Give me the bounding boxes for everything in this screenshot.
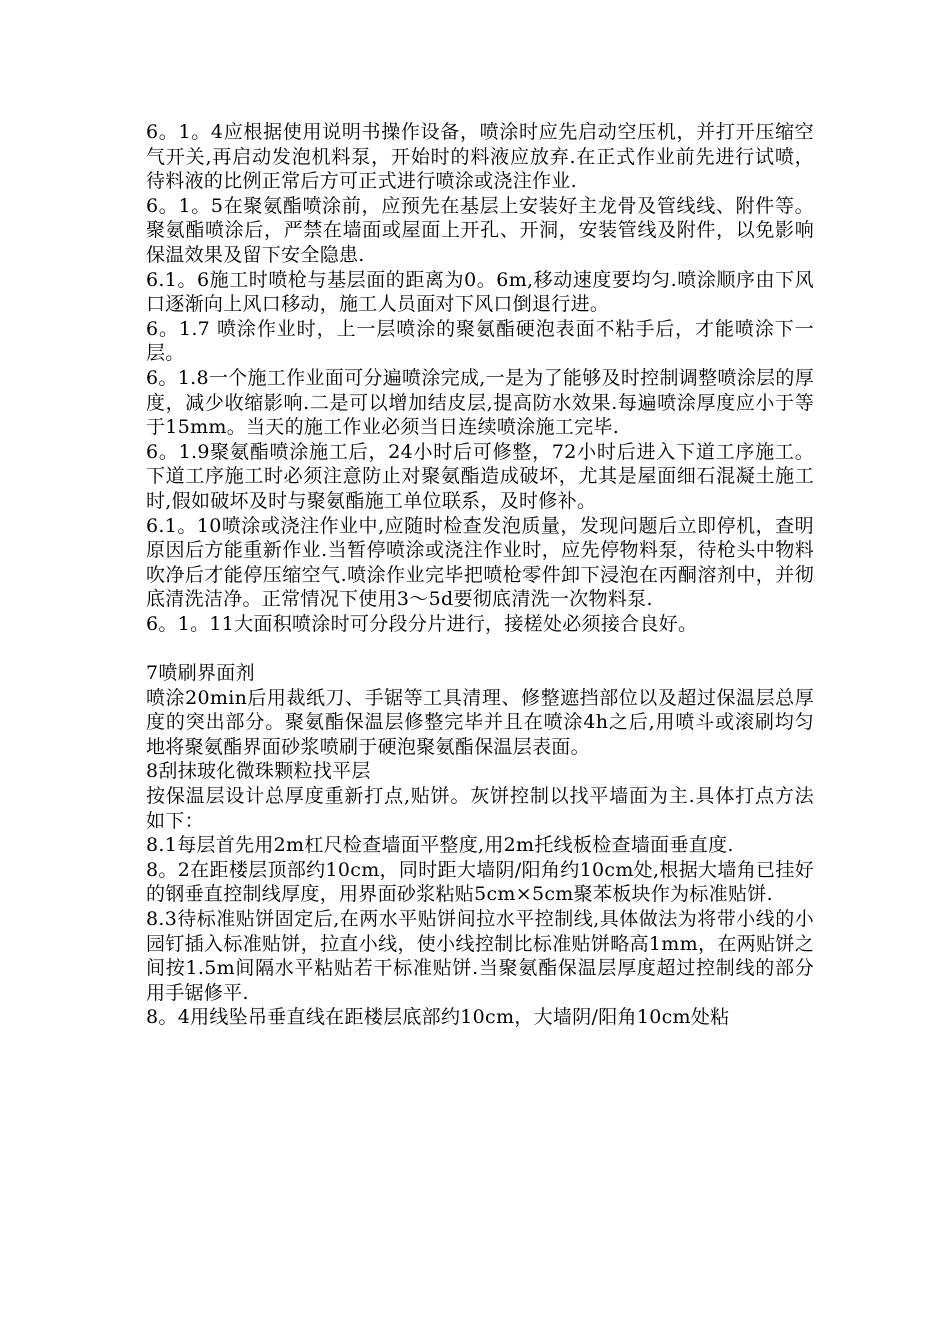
- paragraph-6-1-6: 6.1。6施工时喷枪与基层面的距离为0。6m,移动速度要均匀.喷涂顺序由下风口逐渐向上风口移动，施工人员面对下风口倒退行进。: [146, 268, 814, 316]
- paragraph-8-intro: 按保温层设计总厚度重新打点,贴饼。灰饼控制以找平墙面为主.具体打点方法如下：: [146, 785, 814, 832]
- paragraph-6-1-4: 6。1。4应根据使用说明书操作设备，喷涂时应先启动空压机，并打开压缩空气开关,再启动发泡机料泵，开始时的料液应放弃.在正式作业前先进行试喷，待料液的比例正常后方可正式进行喷涂或浇注作业.: [146, 121, 814, 193]
- paragraph-8-3: 8.3待标准贴饼固定后,在两水平贴饼间拉水平控制线,具体做法为将带小线的小园钉插入标准贴饼，拉直小线，使小线控制比标准贴饼略高1mm，在两贴饼之间按1.5m间隔水平粘贴若干标准贴饼.当聚氨酯保温层厚度超过控制线的部分用手锯修平.: [146, 908, 814, 1004]
- paragraph-6-1-9: 6。1.9聚氨酯喷涂施工后，24小时后可修整，72小时后进入下道工序施工。下道工序施工时必须注意防止对聚氨酯造成破坏，尤其是屋面细石混凝土施工时,假如破坏及时与聚氨酯施工单位联系，及时修补。: [146, 440, 814, 512]
- paragraph-6-1-8: 6。1.8一个施工作业面可分遍喷涂完成,一是为了能够及时控制调整喷涂层的厚度，减少收缩影响.二是可以增加结皮层,提高防水效果.每遍喷涂厚度应小于等于15mm。当天的施工作业必须当日连续喷涂施工完毕.: [146, 366, 814, 439]
- paragraph-6-1-7: 6。1.7 喷涂作业时，上一层喷涂的聚氨酯硬泡表面不粘手后，才能喷涂下一层。: [146, 317, 814, 365]
- section-heading-7: 7喷刷界面剂: [146, 662, 255, 685]
- paragraph-7-body: 喷涂20min后用裁纸刀、手锯等工具清理、修整遮挡部位以及超过保温层总厚度的突出部分。聚氨酯保温层修整完毕并且在喷涂4h之后,用喷斗或滚刷均匀地将聚氨酯界面砂浆喷刷于硬泡聚氨酯保温层表面。: [146, 686, 814, 758]
- paragraph-8-4: 8。4用线坠吊垂直线在距楼层底部约10cm，大墙阴/阳角10cm处粘: [146, 1006, 730, 1029]
- paragraph-8-2: 8。2在距楼层顶部约10cm，同时距大墙阴/阳角约10cm处,根据大墙角已挂好的钢垂直控制线厚度，用界面砂浆粘贴5cm×5cm聚苯板块作为标准贴饼.: [146, 858, 814, 906]
- document-body: [146, 120, 814, 1030]
- section-heading-8: 8刮抹玻化微珠颗粒找平层: [146, 760, 371, 783]
- paragraph-6-1-11: 6。1。11大面积喷涂时可分段分片进行，接槎处必须接合良好。: [146, 612, 698, 635]
- paragraph-8-1: 8.1每层首先用2m杠尺检查墙面平整度,用2m托线板检查墙面垂直度.: [146, 834, 734, 857]
- blank-line: [146, 636, 814, 661]
- paragraph-6-1-5: 6。1。5在聚氨酯喷涂前，应预先在基层上安装好主龙骨及管线线、附件等。聚氨酯喷涂后，严禁在墙面或屋面上开孔、开洞，安装管线及附件，以免影响保温效果及留下安全隐患.: [146, 194, 814, 266]
- paragraph-6-1-10: 6.1。10喷涂或浇注作业中,应随时检查发泡质量，发现问题后立即停机，查明原因后方能重新作业.当暂停喷涂或浇注作业时，应先停物料泵，待枪头中物料吹净后才能停压缩空气.喷涂作业完毕把喷枪零件卸下浸泡在丙酮溶剂中，并彻底清洗洁净。正常情况下使用3～5d要彻底清洗一次物料泵.: [146, 514, 814, 611]
